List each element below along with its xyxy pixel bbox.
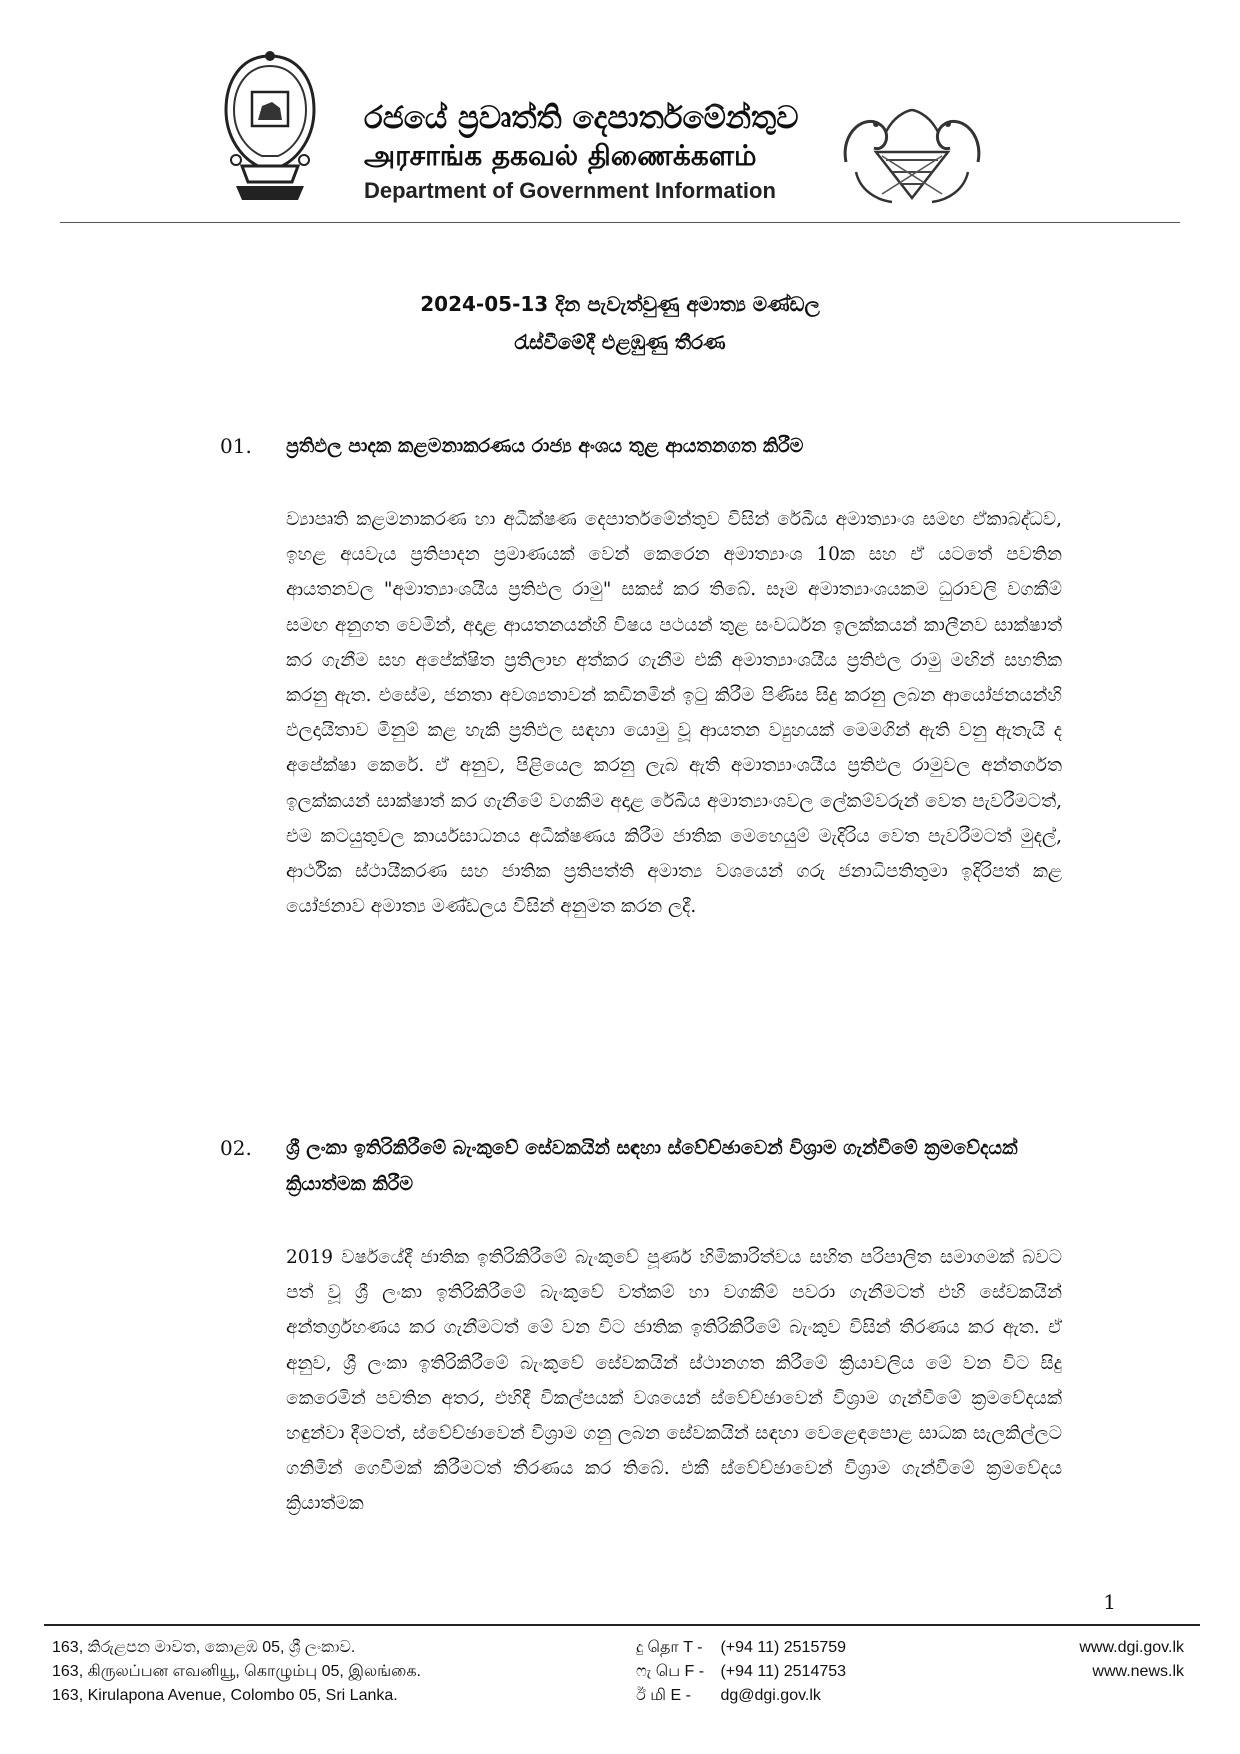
item-body: 2019 වර්ෂයේදී ජාතික ඉතිරිකිරීමේ බැංකුවේ පූර්ණ හිමිකාරිත්වය සහිත පරිපාලිත සමාගමක් බවට පත් වූ ශ්‍රී ලංකා ඉතිරිකිරීමේ බැංකුවේ වත්කම් හා වගකීම් පවරා ගැනීමටත් එහි සේවකයින් අන්තර්ග්‍රහණය කර ගැනීමටත් මේ වන විට ජාතික ඉතිරිකිරීමේ බැංකුව විසින් තීරණය කර ඇත. ඒ අනුව, ශ්‍රී ලංකා ඉතිරිකිරීමේ බැංකුවේ සේවකයින් ස්ථානගත කිරීමේ ක්‍රියාවලිය මේ වන විට සිදු කෙරෙමින් පවතින අතර, එහිදී විකල්පයක් වශයෙන් ස්වේච්ඡාවෙන් විශ්‍රාම ගැන්වීමේ ක්‍රමවේදයක් හඳුන්වා දීමටත්, ස්වේච්ඡාවෙන් විශ්‍රාම ගනු ලබන සේවකයින් සඳහා වෙළෙඳපොළ සාධක සැලකිල්ලට ගනිමින් ගෙවීමක් කිරීමටත් තීරණය කර තිබේ. එකී ස්වේච්ඡාවෙන් විශ්‍රාම ගැන්වීමේ ක්‍රමවේදය ක්‍රියාත්මක bbox=[286, 1247, 1062, 1515]
title-line-2: රැස්වීමේදී එළඹුණු තීරණ bbox=[514, 330, 726, 354]
footer-divider bbox=[44, 1624, 1200, 1626]
title-line-1: 2024-05-13 දින පැවැත්වුණු අමාත්‍ය මණ්ඩල bbox=[420, 292, 820, 316]
fax-label: ෆැ பெ F - bbox=[636, 1663, 705, 1680]
fax-row bbox=[636, 1660, 846, 1684]
email-address: dg@dgi.gov.lk bbox=[720, 1687, 821, 1704]
item-heading: ප්‍රතිඵල පාදක කළමනාකරණය රාජ්‍ය අංශය තුළ ආයතනගත කිරීම bbox=[286, 435, 804, 457]
document-title bbox=[0, 285, 1240, 361]
footer-address bbox=[52, 1636, 421, 1708]
org-name-english: Department of Government Information bbox=[364, 178, 776, 203]
swan-ornament-icon bbox=[836, 102, 988, 208]
address-english: 163, Kirulapona Avenue, Colombo 05, Sri Lanka. bbox=[52, 1687, 398, 1704]
website-link-dgi[interactable]: www.dgi.gov.lk bbox=[1079, 1639, 1184, 1656]
sri-lanka-emblem-icon bbox=[222, 48, 318, 210]
item-number: 01. bbox=[220, 434, 252, 458]
telephone-number: (+94 11) 2515759 bbox=[720, 1639, 847, 1656]
address-sinhala: 163, කිරුළපන මාවත, කොළඹ 05, ශ්‍රී ලංකාව. bbox=[52, 1639, 356, 1656]
telephone-row bbox=[636, 1636, 846, 1660]
decision-item-2 bbox=[220, 1130, 1062, 1522]
email-row bbox=[636, 1684, 846, 1708]
header-divider bbox=[60, 222, 1180, 223]
organization-names bbox=[364, 100, 799, 206]
item-number: 02. bbox=[220, 1136, 252, 1160]
fax-number: (+94 11) 2514753 bbox=[720, 1663, 847, 1680]
org-name-sinhala: රජයේ ප්‍රවෘත්ති දෙපාර්තමේන්තුව bbox=[364, 100, 799, 136]
item-body: ව්‍යාපෘති කළමනාකරණ හා අධීක්ෂණ දෙපාර්තමේන්තුව විසින් රේඛීය අමාත්‍යාංශ සමඟ ඒකාබද්ධව, ඉහළ අයවැය ප්‍රතිපාදන ප්‍රමාණයක් වෙන් කෙරෙන අමාත්‍යාංශ 10ක සහ ඒ යටතේ පවතින ආයතනවල "අමාත්‍යාංශයීය ප්‍රතිඵල රාමු" සකස් කර තිබේ. සෑම අමාත්‍යාංශයකම ධුරාවලි වගකීම් සමඟ අනුගත වෙමින්, අදාළ ආයතනයන්හි විෂය පථයන් තුළ සංවර්ධන ඉලක්කයන් කාලීනව සාක්ෂාත් කර ගැනීම සහ අපේක්ෂිත ප්‍රතිලාභ අත්කර ගැනීම එකී අමාත්‍යාංශයීය ප්‍රතිඵල රාමු මඟින් සහතික කරනු ඇත. එසේම, ජනතා අවශ්‍යතාවන් කඩිනමින් ඉටු කිරීම පිණිස සිදු කරනු ලබන ආයෝජනයන්හි ඵලදායිතාව මිනුම් කළ හැකි ප්‍රතිඵල සඳහා යොමු වූ ආයතන ව්‍යුහයක් මෙමගින් ඇති වනු ඇතැයි ද අපේක්ෂා කෙරේ. ඒ අනුව, පිළියෙල කරනු ලැබ ඇති අමාත්‍යාංශයීය ප්‍රතිඵල රාමුවල අන්තර්ගත ඉලක්කයන් සාක්ෂාත් කර ගැනීමේ වගකීම අදාළ රේඛීය අමාත්‍යාංශවල ලේකම්වරුන් වෙත පැවරීමටත්, එම කටයුතුවල කාර්යසාධනය අධීක්ෂණය කිරීම ජාතික මෙහෙයුම් මැදිරිය වෙත පැවරීමටත් මුදල්, ආර්ථික ස්ථායීකරණ සහ ජාතික ප්‍රතිපත්ති අමාත්‍ය වශයෙන් ගරු ජනාධිපතිතුමා ඉදිරිපත් කළ යෝජනාව අමාත්‍ය මණ්ඩලය විසින් අනුමත කරන ලදී. bbox=[286, 509, 1062, 918]
org-name-tamil: அரசாங்க தகவல் திணைக்களம் bbox=[364, 139, 757, 172]
website-link-news[interactable]: www.news.lk bbox=[1092, 1663, 1184, 1680]
address-tamil: 163, கிருலப்பன எவனியூ, கொழும்பு 05, இலங்கை. bbox=[52, 1663, 421, 1680]
page-number: 1 bbox=[1103, 1590, 1116, 1614]
footer-contacts bbox=[636, 1636, 846, 1708]
email-label: ඊ மி E - bbox=[636, 1687, 691, 1704]
item-heading: ශ්‍රී ලංකා ඉතිරිකිරීමේ බැංකුවේ සේවකයින් සඳහා ස්වේච්ඡාවෙන් විශ්‍රාම ගැන්වීමේ ක්‍රමවේදයක් ක්‍රියාත්මක කිරීම bbox=[286, 1137, 1018, 1195]
decision-item-1 bbox=[220, 428, 1062, 924]
footer-websites bbox=[1079, 1636, 1184, 1684]
telephone-label: දු தொ T - bbox=[636, 1639, 703, 1656]
